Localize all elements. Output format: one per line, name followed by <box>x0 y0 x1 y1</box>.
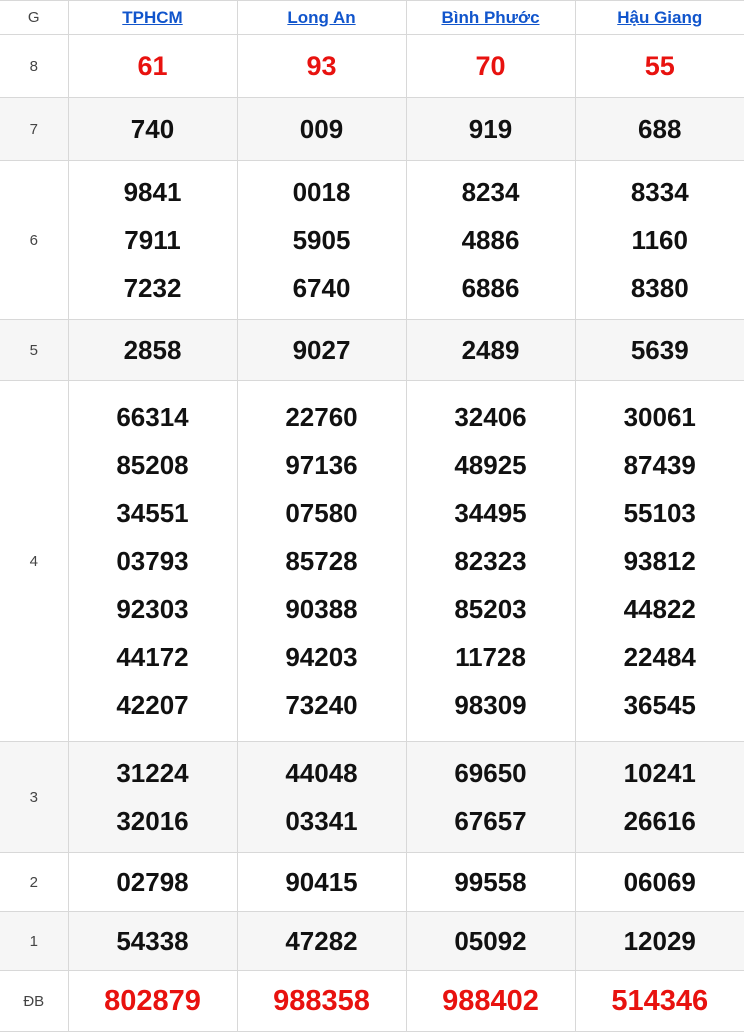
result-cell <box>575 320 744 381</box>
result-number: 1160 <box>576 216 744 264</box>
result-number: 22484 <box>576 633 744 681</box>
region-link-long-an[interactable]: Long An <box>287 8 355 27</box>
result-number: 2489 <box>407 326 575 374</box>
result-cell <box>237 320 406 381</box>
result-number: 11728 <box>407 633 575 681</box>
result-cell <box>406 742 575 853</box>
result-number: 9027 <box>238 326 406 374</box>
result-number: 10241 <box>576 749 744 797</box>
result-number: 05092 <box>407 917 575 965</box>
result-number: 22760 <box>238 393 406 441</box>
result-number: 44172 <box>69 633 237 681</box>
result-cell <box>237 971 406 1032</box>
result-cell <box>68 971 237 1032</box>
result-cell <box>68 853 237 912</box>
result-cell <box>237 381 406 742</box>
prize-label: 1 <box>0 912 68 971</box>
result-cell <box>575 742 744 853</box>
table-row <box>0 742 744 853</box>
result-number: 66314 <box>69 393 237 441</box>
result-number: 12029 <box>576 917 744 965</box>
region-link-binh-phuoc[interactable]: Bình Phước <box>441 8 539 27</box>
result-cell <box>68 320 237 381</box>
result-cell <box>237 161 406 320</box>
prize-label: ĐB <box>0 971 68 1032</box>
prize-label: 3 <box>0 742 68 853</box>
result-number: 97136 <box>238 441 406 489</box>
result-number: 7232 <box>69 264 237 312</box>
result-number: 98309 <box>407 681 575 729</box>
result-cell <box>68 98 237 161</box>
result-cell <box>237 35 406 98</box>
result-number: 740 <box>69 105 237 153</box>
result-cell <box>68 35 237 98</box>
result-number: 36545 <box>576 681 744 729</box>
result-number: 8334 <box>576 168 744 216</box>
result-number: 5905 <box>238 216 406 264</box>
table-row <box>0 320 744 381</box>
result-number: 988358 <box>238 977 406 1025</box>
result-number: 82323 <box>407 537 575 585</box>
result-cell <box>406 853 575 912</box>
result-number: 85728 <box>238 537 406 585</box>
result-number: 93 <box>238 42 406 90</box>
result-cell <box>68 161 237 320</box>
result-number: 85203 <box>407 585 575 633</box>
result-cell <box>406 161 575 320</box>
result-number: 07580 <box>238 489 406 537</box>
region-link-tphcm[interactable]: TPHCM <box>122 8 182 27</box>
result-cell <box>406 381 575 742</box>
region-link-hau-giang[interactable]: Hậu Giang <box>617 8 702 27</box>
result-cell <box>575 381 744 742</box>
result-cell <box>575 853 744 912</box>
result-cell <box>237 742 406 853</box>
result-number: 7911 <box>69 216 237 264</box>
result-cell <box>237 98 406 161</box>
result-number: 02798 <box>69 858 237 906</box>
result-cell <box>575 912 744 971</box>
result-number: 4886 <box>407 216 575 264</box>
result-number: 26616 <box>576 797 744 845</box>
table-row <box>0 35 744 98</box>
result-cell <box>406 971 575 1032</box>
prize-label: 8 <box>0 35 68 98</box>
result-number: 55 <box>576 42 744 90</box>
table-row <box>0 381 744 742</box>
result-number: 32406 <box>407 393 575 441</box>
result-number: 90388 <box>238 585 406 633</box>
region-header-tphcm <box>68 1 237 35</box>
region-header-long-an <box>237 1 406 35</box>
result-number: 42207 <box>69 681 237 729</box>
result-cell <box>68 912 237 971</box>
result-number: 03793 <box>69 537 237 585</box>
result-number: 30061 <box>576 393 744 441</box>
result-number: 54338 <box>69 917 237 965</box>
result-number: 34495 <box>407 489 575 537</box>
result-number: 802879 <box>69 977 237 1025</box>
result-number: 44822 <box>576 585 744 633</box>
prize-column-header: G <box>0 1 68 35</box>
result-cell <box>575 98 744 161</box>
table-row <box>0 853 744 912</box>
result-number: 5639 <box>576 326 744 374</box>
prize-label: 6 <box>0 161 68 320</box>
table-row <box>0 971 744 1032</box>
result-number: 8380 <box>576 264 744 312</box>
result-number: 90415 <box>238 858 406 906</box>
region-header-binh-phuoc <box>406 1 575 35</box>
result-number: 55103 <box>576 489 744 537</box>
result-number: 6886 <box>407 264 575 312</box>
result-cell <box>575 161 744 320</box>
result-number: 99558 <box>407 858 575 906</box>
prize-label: 4 <box>0 381 68 742</box>
table-header <box>0 1 744 35</box>
result-cell <box>68 381 237 742</box>
result-number: 32016 <box>69 797 237 845</box>
prize-label: 7 <box>0 98 68 161</box>
result-number: 61 <box>69 42 237 90</box>
result-number: 31224 <box>69 749 237 797</box>
result-number: 06069 <box>576 858 744 906</box>
result-cell <box>237 853 406 912</box>
result-cell <box>406 320 575 381</box>
result-number: 6740 <box>238 264 406 312</box>
result-number: 03341 <box>238 797 406 845</box>
result-number: 67657 <box>407 797 575 845</box>
prize-label: 5 <box>0 320 68 381</box>
table-body <box>0 35 744 1032</box>
result-number: 69650 <box>407 749 575 797</box>
result-number: 988402 <box>407 977 575 1025</box>
result-cell <box>575 35 744 98</box>
table-row <box>0 912 744 971</box>
result-number: 8234 <box>407 168 575 216</box>
region-header-hau-giang <box>575 1 744 35</box>
table-row <box>0 98 744 161</box>
result-cell <box>237 912 406 971</box>
result-number: 70 <box>407 42 575 90</box>
result-number: 514346 <box>576 977 744 1025</box>
result-number: 34551 <box>69 489 237 537</box>
prize-label: 2 <box>0 853 68 912</box>
result-number: 47282 <box>238 917 406 965</box>
result-number: 688 <box>576 105 744 153</box>
result-cell <box>406 912 575 971</box>
result-number: 009 <box>238 105 406 153</box>
result-number: 2858 <box>69 326 237 374</box>
result-number: 92303 <box>69 585 237 633</box>
result-number: 94203 <box>238 633 406 681</box>
result-number: 87439 <box>576 441 744 489</box>
result-number: 44048 <box>238 749 406 797</box>
result-cell <box>68 742 237 853</box>
result-number: 73240 <box>238 681 406 729</box>
result-number: 9841 <box>69 168 237 216</box>
result-number: 919 <box>407 105 575 153</box>
result-number: 48925 <box>407 441 575 489</box>
result-number: 93812 <box>576 537 744 585</box>
table-row <box>0 161 744 320</box>
header-row <box>0 1 744 35</box>
result-number: 85208 <box>69 441 237 489</box>
result-cell <box>406 98 575 161</box>
result-number: 0018 <box>238 168 406 216</box>
result-cell <box>575 971 744 1032</box>
result-cell <box>406 35 575 98</box>
